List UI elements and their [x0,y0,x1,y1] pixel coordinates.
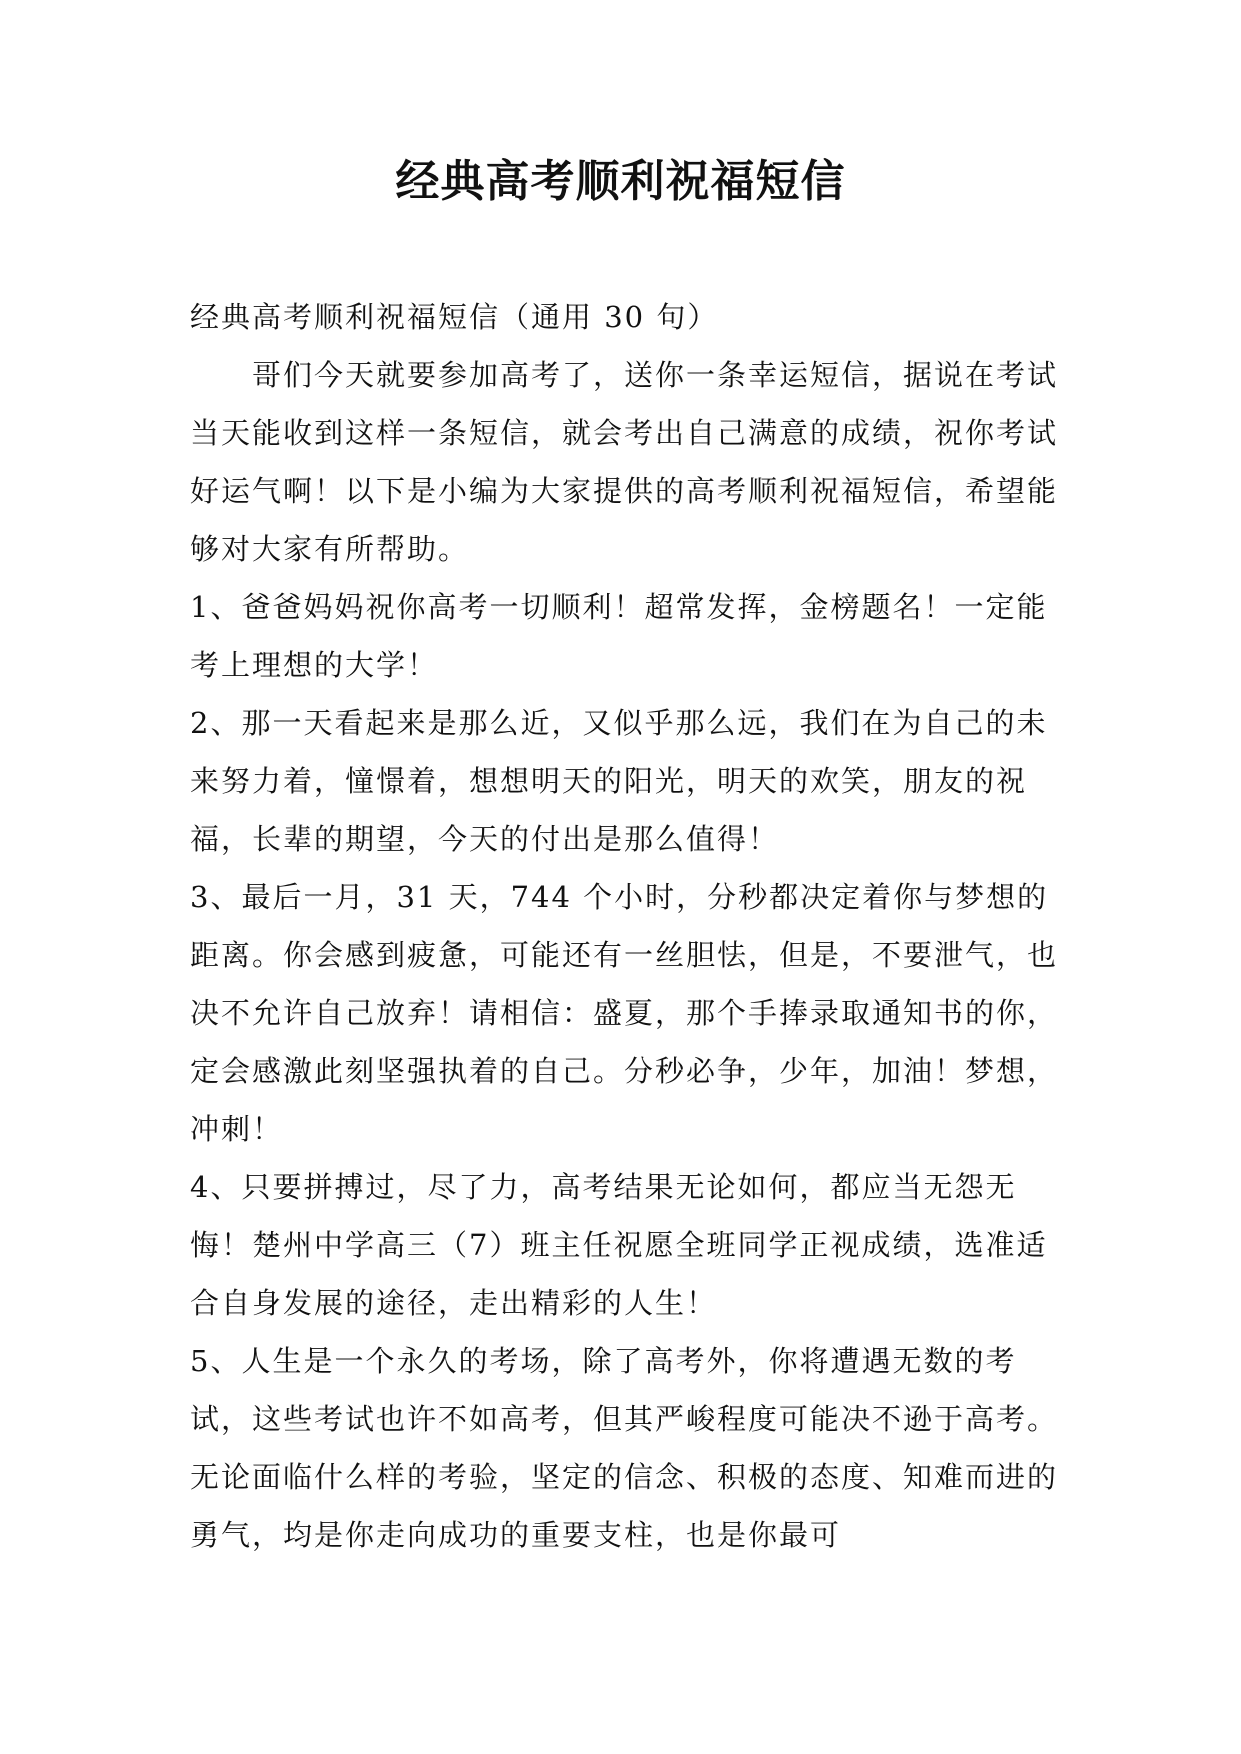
blessing-item-3: 3、最后一月，31 天，744 个小时，分秒都决定着你与梦想的距离。你会感到疲惫，可能还有一丝胆怯，但是，不要泄气，也决不允许自己放弃！请相信：盛夏，那个手捧录取通知书的你，定会感激此刻坚强执着的自己。分秒必争，少年，加油！梦想，冲刺！ [190,880,1059,1146]
intro-paragraph: 哥们今天就要参加高考了，送你一条幸运短信，据说在考试当天能收到这样一条短信，就会考出自己满意的成绩，祝你考试好运气啊！以下是小编为大家提供的高考顺利祝福短信，希望能够对大家有所帮助。 [190,358,1059,566]
blessing-item-2: 2、那一天看起来是那么近，又似乎那么远，我们在为自己的未来努力着，憧憬着，想想明天的阳光，明天的欢笑，朋友的祝福，长辈的期望，今天的付出是那么值得！ [190,706,1048,856]
document-subtitle: 经典高考顺利祝福短信（通用 30 句） [190,300,719,334]
blessing-item-4: 4、只要拼搏过，尽了力，高考结果无论如何，都应当无怨无悔！楚州中学高三（7）班主任祝愿全班同学正视成绩，选准适合自身发展的途径，走出精彩的人生！ [190,1170,1048,1320]
blessing-item-1: 1、爸爸妈妈祝你高考一切顺利！超常发挥，金榜题名！一定能考上理想的大学！ [190,590,1048,682]
document-body [190,288,1058,1564]
blessing-item-5: 5、人生是一个永久的考场，除了高考外，你将遭遇无数的考试，这些考试也许不如高考，但其严峻程度可能决不逊于高考。无论面临什么样的考验，坚定的信念、积极的态度、知难而进的勇气，均是你走向成功的重要支柱，也是你最可 [190,1344,1059,1552]
document-title: 经典高考顺利祝福短信 [395,156,846,207]
